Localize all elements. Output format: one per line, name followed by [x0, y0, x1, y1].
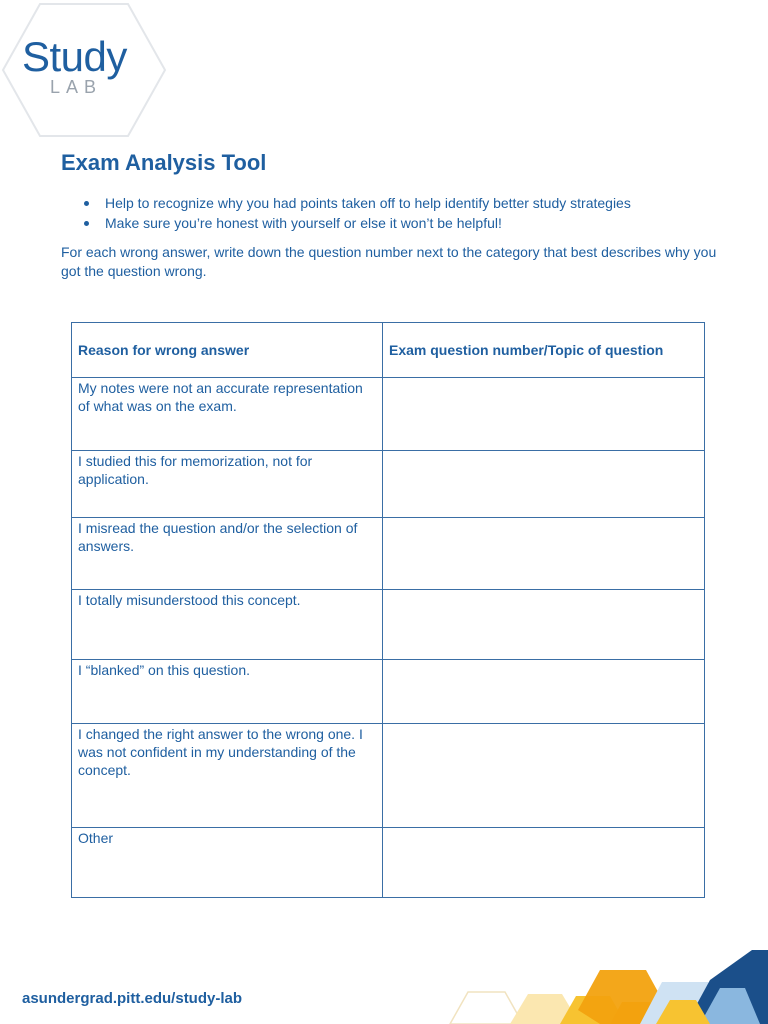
- list-item: [61, 193, 631, 213]
- table-row: [72, 660, 705, 724]
- reason-cell: My notes were not an accurate representation of what was on the exam.: [72, 378, 383, 451]
- table-row: [72, 451, 705, 518]
- bullet-list: [61, 193, 631, 233]
- reason-cell: I “blanked” on this question.: [72, 660, 383, 724]
- bullet-icon: [84, 201, 89, 206]
- table-row: [72, 590, 705, 660]
- table-row: [72, 518, 705, 590]
- reason-cell: I studied this for memorization, not for application.: [72, 451, 383, 518]
- bullet-icon: [84, 221, 89, 226]
- answer-cell[interactable]: [383, 660, 705, 724]
- reason-cell: Other: [72, 828, 383, 898]
- footer-link[interactable]: asundergrad.pitt.edu/study-lab: [22, 990, 243, 1007]
- column-header-reason: Reason for wrong answer: [72, 323, 383, 378]
- answer-cell[interactable]: [383, 828, 705, 898]
- page-title: Exam Analysis Tool: [61, 150, 267, 175]
- table-header-row: [72, 323, 705, 378]
- answer-cell[interactable]: [383, 451, 705, 518]
- bullet-text: Make sure you’re honest with yourself or else it won’t be helpful!: [105, 215, 502, 231]
- table-row: [72, 724, 705, 828]
- table-row: [72, 378, 705, 451]
- column-header-question: Exam question number/Topic of question: [383, 323, 705, 378]
- answer-cell[interactable]: [383, 378, 705, 451]
- analysis-table: [71, 322, 705, 898]
- reason-cell: I changed the right answer to the wrong one. I was not confident in my understanding of the concept.: [72, 724, 383, 828]
- answer-cell[interactable]: [383, 518, 705, 590]
- table-row: [72, 828, 705, 898]
- logo-word: Study: [22, 33, 127, 80]
- answer-cell[interactable]: [383, 724, 705, 828]
- list-item: [61, 213, 631, 233]
- logo-sub: LAB: [50, 77, 103, 97]
- instructions: For each wrong answer, write down the question number next to the category that best describes why you got the question wrong.: [61, 244, 717, 279]
- hexagon-decoration: [400, 930, 768, 1024]
- study-lab-logo: [0, 0, 170, 140]
- answer-cell[interactable]: [383, 590, 705, 660]
- reason-cell: I misread the question and/or the selection of answers.: [72, 518, 383, 590]
- reason-cell: I totally misunderstood this concept.: [72, 590, 383, 660]
- bullet-text: Help to recognize why you had points taken off to help identify better study strategies: [105, 195, 631, 211]
